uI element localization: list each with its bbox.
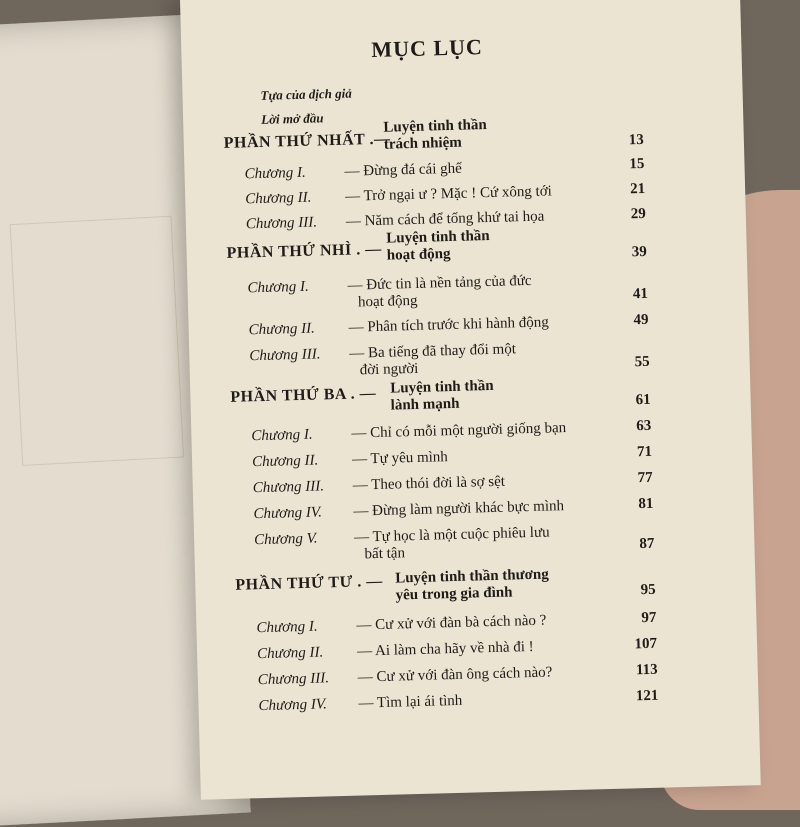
page-number: 29 xyxy=(630,205,646,223)
page-number: 107 xyxy=(634,635,658,653)
page-number: 55 xyxy=(634,353,650,371)
part-title-line: Luyện tinh thần xyxy=(386,227,490,247)
page-number: 71 xyxy=(636,443,653,461)
left-page-ghost-box xyxy=(10,216,184,466)
part-title-line: trách nhiệm xyxy=(383,134,462,153)
chapter-title: — Năm cách để tống khứ tai họa xyxy=(345,208,545,230)
chapter-label: Chương III. xyxy=(252,478,325,497)
chapter-label: Chương IV. xyxy=(253,504,323,523)
chapter-title xyxy=(347,273,532,312)
chapter-label: Chương II. xyxy=(248,320,316,339)
chapter-title-line: bất tận xyxy=(364,545,406,563)
part-title-line: Luyện tinh thần thương xyxy=(395,566,550,587)
chapter-label: Chương I. xyxy=(256,618,318,637)
chapter-label: Chương I. xyxy=(251,426,313,445)
chapter-label: Chương II. xyxy=(256,644,324,663)
chapter-title: — Đừng làm người khác bực mình xyxy=(353,498,565,520)
chapter-label: Chương IV. xyxy=(258,696,328,715)
chapter-label: Chương II. xyxy=(251,452,319,471)
page-number: 61 xyxy=(635,391,651,409)
book-page xyxy=(180,0,761,800)
part-title-line: Luyện tinh thần xyxy=(383,117,487,136)
part-label: PHẦN THỨ TƯ . — xyxy=(235,572,384,594)
chapter-title: — Tìm lại ái tình xyxy=(358,692,463,712)
chapter-title: — Cư xử với đàn bà cách nào ? xyxy=(356,612,547,634)
chapter-title-line: hoạt động xyxy=(357,292,418,311)
chapter-label: Chương III. xyxy=(249,346,321,365)
page-number: 49 xyxy=(633,311,649,329)
part-label: PHẦN THỨ NHÌ . — xyxy=(226,240,382,262)
part-title xyxy=(390,378,494,415)
page-number: 97 xyxy=(641,609,657,627)
part-title xyxy=(395,567,549,605)
part-title-line: yêu trong gia đình xyxy=(395,584,513,604)
part-label: PHẦN THỨ NHẤT .— xyxy=(223,130,391,152)
chapter-label: Chương III. xyxy=(257,670,330,689)
chapter-title-line: — Tự học là một cuộc phiêu lưu xyxy=(353,524,550,546)
page-number: 77 xyxy=(637,469,653,487)
chapter-title: — Chỉ có mỗi một người giống bạn xyxy=(351,420,567,442)
page-number: 39 xyxy=(631,243,647,261)
chapter-title: — Cư xử với đàn ông cách nào? xyxy=(357,664,553,686)
page-number: 41 xyxy=(632,285,649,303)
chapter-title: — Trở ngại ư ? Mặc ! Cứ xông tới xyxy=(344,183,553,205)
part-title-line: Luyện tinh thần xyxy=(390,377,494,397)
page-number: 87 xyxy=(639,535,655,553)
page-title: MỤC LỤC xyxy=(371,34,484,63)
chapter-title: — Tự yêu mình xyxy=(351,449,449,468)
chapter-title-line: — Ba tiếng đã thay đổi một xyxy=(349,341,517,362)
chapter-label: Chương II. xyxy=(245,189,312,208)
chapter-title: — Ai làm cha hãy về nhà đi ! xyxy=(356,638,534,660)
part-label: PHẦN THỨ BA . — xyxy=(230,385,377,406)
chapter-label: Chương I. xyxy=(247,278,309,297)
chapter-title-line: đời người xyxy=(359,360,419,379)
part-title xyxy=(383,117,487,154)
page-number: 95 xyxy=(640,581,656,599)
chapter-title: — Theo thói đời là sợ sệt xyxy=(352,473,506,494)
page-number: 63 xyxy=(636,417,652,435)
page-number: 81 xyxy=(638,495,654,513)
chapter-label: Chương V. xyxy=(253,530,318,549)
chapter-title: — Phân tích trước khi hành động xyxy=(348,314,549,336)
preface-item: Tựa của dịch giả xyxy=(260,85,352,103)
preface-item: Lời mở đầu xyxy=(260,110,324,127)
page-number: 15 xyxy=(629,155,645,173)
chapter-title xyxy=(349,341,516,379)
page-number: 21 xyxy=(629,180,646,198)
part-title xyxy=(386,228,490,265)
chapter-title-line: — Đức tin là nền tảng của đức xyxy=(347,272,532,294)
page-number: 121 xyxy=(635,687,659,705)
part-title-line: hoạt động xyxy=(386,246,451,264)
chapter-label: Chương I. xyxy=(244,164,306,183)
part-title-line: lành mạnh xyxy=(390,395,460,414)
chapter-title: — Đừng đá cái ghế xyxy=(344,160,462,180)
page-number: 13 xyxy=(628,131,645,149)
page-number: 113 xyxy=(635,661,658,679)
chapter-label: Chương III. xyxy=(245,214,318,233)
chapter-title xyxy=(354,525,550,564)
